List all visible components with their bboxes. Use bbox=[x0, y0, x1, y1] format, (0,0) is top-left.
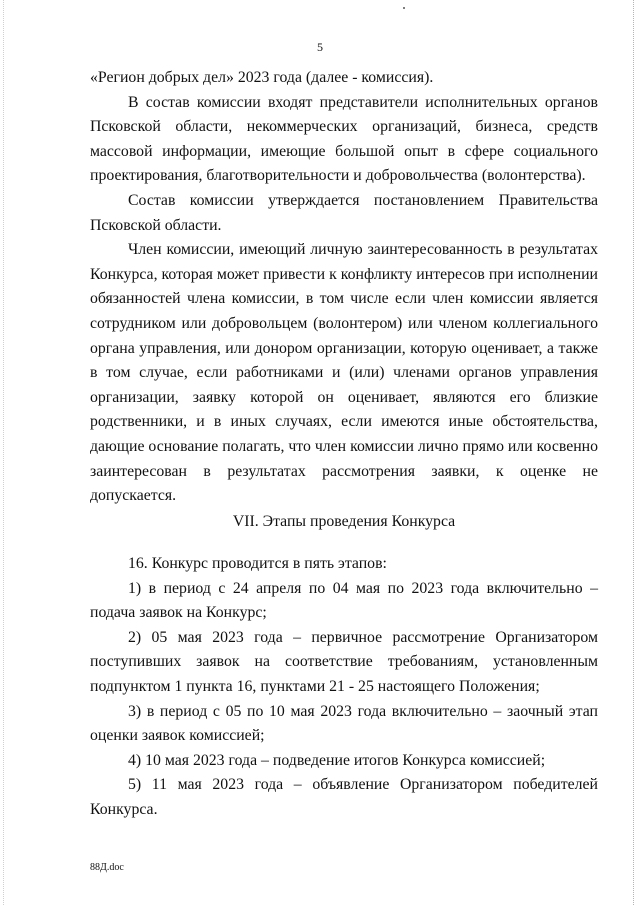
page-number: 5 bbox=[317, 40, 323, 54]
section-heading: VII. Этапы проведения Конкурса bbox=[232, 513, 456, 530]
list-item: 16. Конкурс проводится в пять этапов: bbox=[128, 555, 387, 572]
list-item: 4) 10 мая 2023 года – подведение итогов Конкурса комиссией; bbox=[128, 751, 546, 769]
scan-edge-left bbox=[3, 0, 4, 905]
scan-speck bbox=[403, 7, 405, 9]
list-item: 2) 05 мая 2023 года – первичное рассмотрение Организатором поступивших заявок на соответствие требованиям, установленным подпунктом 1 пункта 16, пунктами 21 - 25 настоящего Положения; bbox=[90, 628, 598, 695]
list-item: 5) 11 мая 2023 года – объявление Организатором победителей Конкурса. bbox=[90, 776, 598, 818]
list-item: 1) в период с 24 апреля по 04 мая по 2023 года включительно – подача заявок на Конкурс; bbox=[90, 579, 598, 622]
paragraph-commission-approval: Состав комиссии утверждается постановлением Правительства Псковской области. bbox=[90, 191, 598, 234]
footer-filename: 88Д.doc bbox=[90, 862, 124, 873]
paragraph-continuation: «Регион добрых дел» 2023 года (далее - комиссия). bbox=[90, 69, 434, 86]
list-item: 3) в период с 05 по 10 мая 2023 года включительно – заочный этап оценки заявок комиссией; bbox=[90, 702, 598, 745]
body-text bbox=[90, 66, 598, 509]
paragraph-commission-members: В состав комиссии входят представители исполнительных органов Псковской области, некоммерческих организаций, бизнеса, средств массовой информации, имеющие большой опыт в сфере социального проектирования, благотворительности и добровольчества (волонтерства). bbox=[90, 93, 598, 185]
stages-list bbox=[90, 552, 598, 823]
scan-edge-right bbox=[633, 0, 634, 905]
paragraph-conflict-of-interest: Член комиссии, имеющий личную заинтересованность в результатах Конкурса, которая может привести к конфликту интересов при исполнении обязанностей члена комиссии, в том числе если член комиссии является сотрудником или добровольцем (волонтером) или членом коллегиального органа управления, или донором организации, которую оценивает, а также в том случае, если работниками и (или) членами органов управления организации, заявку которой он оценивает, являются его близкие родственники, и в иных случаях, если имеются иные обстоятельства, дающие основание полагать, что член комиссии лично прямо или косвенно заинтересован в результатах рассмотрения заявки, к оценке не допускается. bbox=[90, 241, 599, 505]
